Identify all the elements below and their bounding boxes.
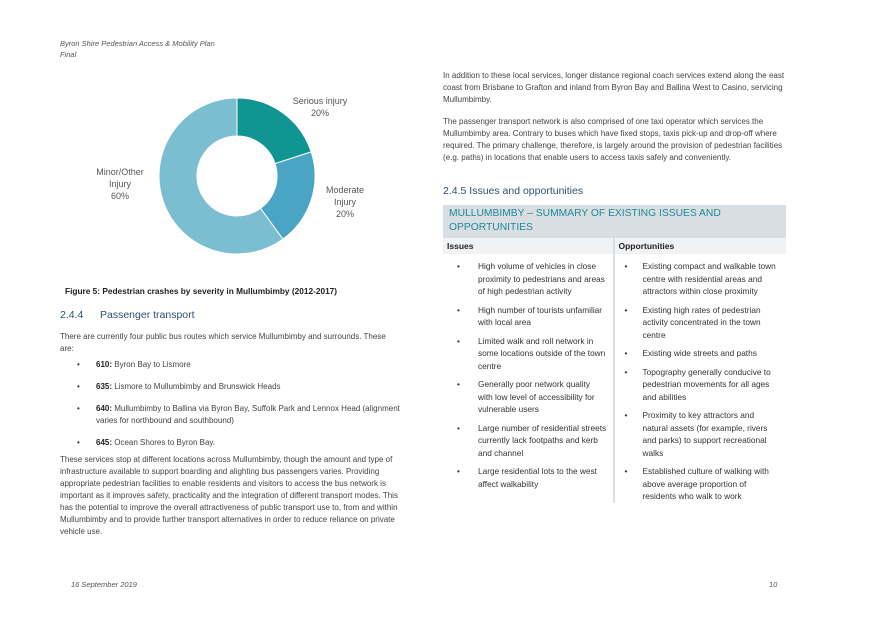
slice-label-moderate: Moderate Injury 20% xyxy=(325,185,365,219)
opportunities-list xyxy=(615,260,787,503)
taxi-paragraph: The passenger transport network is also comprised of one taxi operator which services the Mullumbimby area. Contrary to buses which have fixed stops, taxis pick-up and drop-off where required. The primary challenge, therefore, is largely around the provision of pedestrian facilities (e.g. paths) in locations that enable users to access taxis safely and conveniently. xyxy=(443,117,783,162)
list-item: • Established culture of walking with above average proportion of residents who walk to work xyxy=(615,465,787,503)
list-item: • Existing high rates of pedestrian activity concentrated in the town centre xyxy=(615,304,787,342)
section-heading-issues-opportunities: 2.4.5 Issues and opportunities xyxy=(443,185,584,197)
document-header xyxy=(60,38,215,60)
header-title: Byron Shire Pedestrian Access & Mobility Plan xyxy=(60,39,215,48)
issues-header: Issues xyxy=(443,238,613,254)
crash-severity-chart xyxy=(60,80,390,270)
list-item: • 645: Ocean Shores to Byron Bay. xyxy=(60,437,400,449)
regional-coach-paragraph: In addition to these local services, longer distance regional coach services extend along the east coast from Brisbane to Grafton and inland from Byron Bay and Ballina West to Casino, servicing Mullumbimby. xyxy=(443,71,785,104)
list-item: • Large residential lots to the west affect walkability xyxy=(443,465,613,490)
figure-caption: Figure 5: Pedestrian crashes by severity in Mullumbimby (2012-2017) xyxy=(65,286,338,296)
section-title: Passenger transport xyxy=(100,309,195,321)
issues-list xyxy=(443,260,613,490)
list-item: • 640: Mullumbimby to Ballina via Byron Bay, Suffolk Park and Lennox Head (alignment varies for northbound and southbound) xyxy=(60,403,400,427)
list-item: • Existing compact and walkable town centre with residential areas and attractors within close proximity xyxy=(615,260,787,298)
summary-table xyxy=(443,238,786,503)
slice-label-serious: Serious injury 20% xyxy=(292,96,348,118)
list-item: • Generally poor network quality with low level of accessibility for vulnerable users xyxy=(443,378,613,416)
section-heading-passenger-transport xyxy=(60,309,195,321)
list-item: • 635: Lismore to Mullumbimby and Brunswick Heads xyxy=(60,381,400,393)
opportunities-header: Opportunities xyxy=(615,238,787,254)
page-number: 10 xyxy=(769,580,778,589)
section-number: 2.4.4 xyxy=(60,309,84,321)
list-item: • High volume of vehicles in close proximity to pedestrians and areas of high pedestrian activity xyxy=(443,260,613,298)
list-item: • Limited walk and roll network in some locations outside of the town centre xyxy=(443,335,613,373)
list-item: • Large number of residential streets currently lack footpaths and kerb and channel xyxy=(443,422,613,460)
list-item: • Existing wide streets and paths xyxy=(615,347,787,360)
slice-label-minor: Minor/Other Injury 60% xyxy=(96,167,144,201)
list-item: • High number of tourists unfamiliar with local area xyxy=(443,304,613,329)
list-item: • Proximity to key attractors and natural assets (for example, rivers and parks) to support recreational walks xyxy=(615,409,787,459)
header-status: Final xyxy=(60,50,77,59)
summary-box-title: MULLUMBIMBY – SUMMARY OF EXISTING ISSUES AND OPPORTUNITIES xyxy=(443,205,786,238)
bus-intro-paragraph: There are currently four public bus routes which service Mullumbimby and surrounds. These are: xyxy=(60,332,386,353)
bus-closing-paragraph: These services stop at different locations across Mullumbimby, though the amount and type of infrastructure available to support boarding and alighting bus passengers varies. Providing appropriate pedestrian facilities to enable residents and visitors to access the bus network is important as it improves safety, practicality and the integration of different transport modes. This has the potential to improve the overall attractiveness of public transport use to, from and within Mullumbimby and to provide further transport alternatives in order to reduce reliance on private vehicle use. xyxy=(60,455,398,536)
list-item: • Topography generally conducive to pedestrian movements for all ages and abilities xyxy=(615,366,787,404)
issues-column xyxy=(443,238,615,503)
bus-route-list xyxy=(60,359,400,459)
summary-box xyxy=(443,205,786,503)
list-item: • 610: Byron Bay to Lismore xyxy=(60,359,400,371)
footer-date: 16 September 2019 xyxy=(71,580,137,589)
opportunities-column xyxy=(615,238,787,503)
